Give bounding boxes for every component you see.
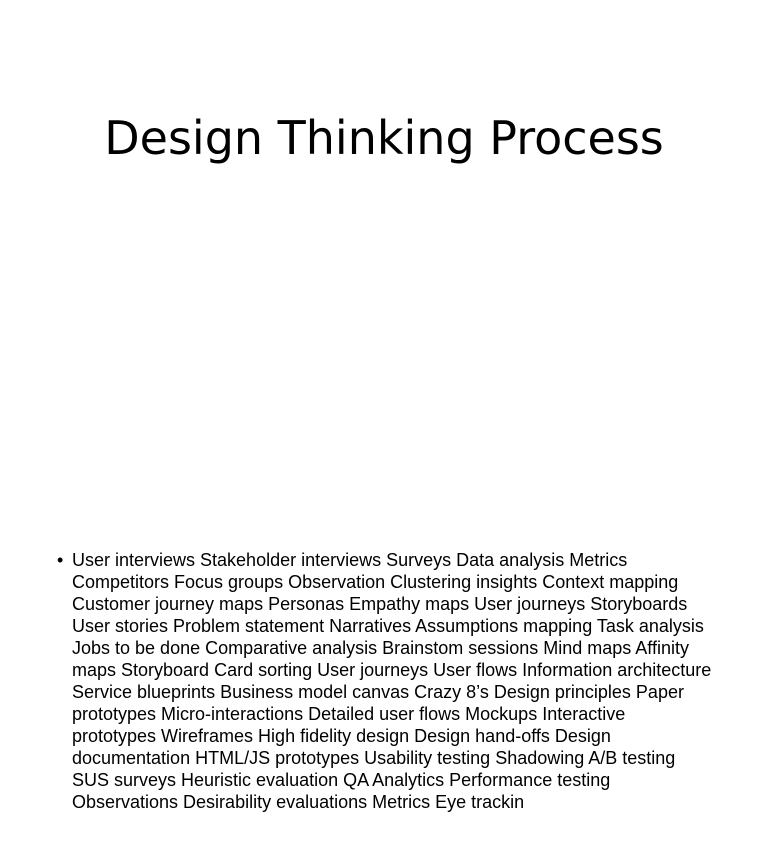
bullet-marker: • (57, 550, 64, 570)
bullet-item (54, 549, 714, 813)
bullet-list (54, 549, 714, 813)
slide-title: Design Thinking Process (104, 111, 664, 165)
bullet-text: User interviews Stakeholder interviews Surveys Data analysis Metrics Competitors Focus groups Observation Clustering insights Context mapping Customer journey maps Personas Empathy maps User journeys Storyboards User stories Problem statement Narratives Assumptions mapping Task analysis Jobs to be done Comparative analysis Brainstom sessions Mind maps Affinity maps Storyboard Card sorting User journeys User flows Information architecture Service blueprints Business model canvas Crazy 8’s Design principles Paper prototypes Micro-interactions Detailed user flows Mockups Interactive prototypes Wireframes High fidelity design Design hand-offs Design documentation HTML/JS prototypes Usability testing Shadowing A/B testing SUS surveys Heuristic evaluation QA Analytics Performance testing Observations Desirability evaluations Metrics Eye trackin (72, 550, 712, 812)
